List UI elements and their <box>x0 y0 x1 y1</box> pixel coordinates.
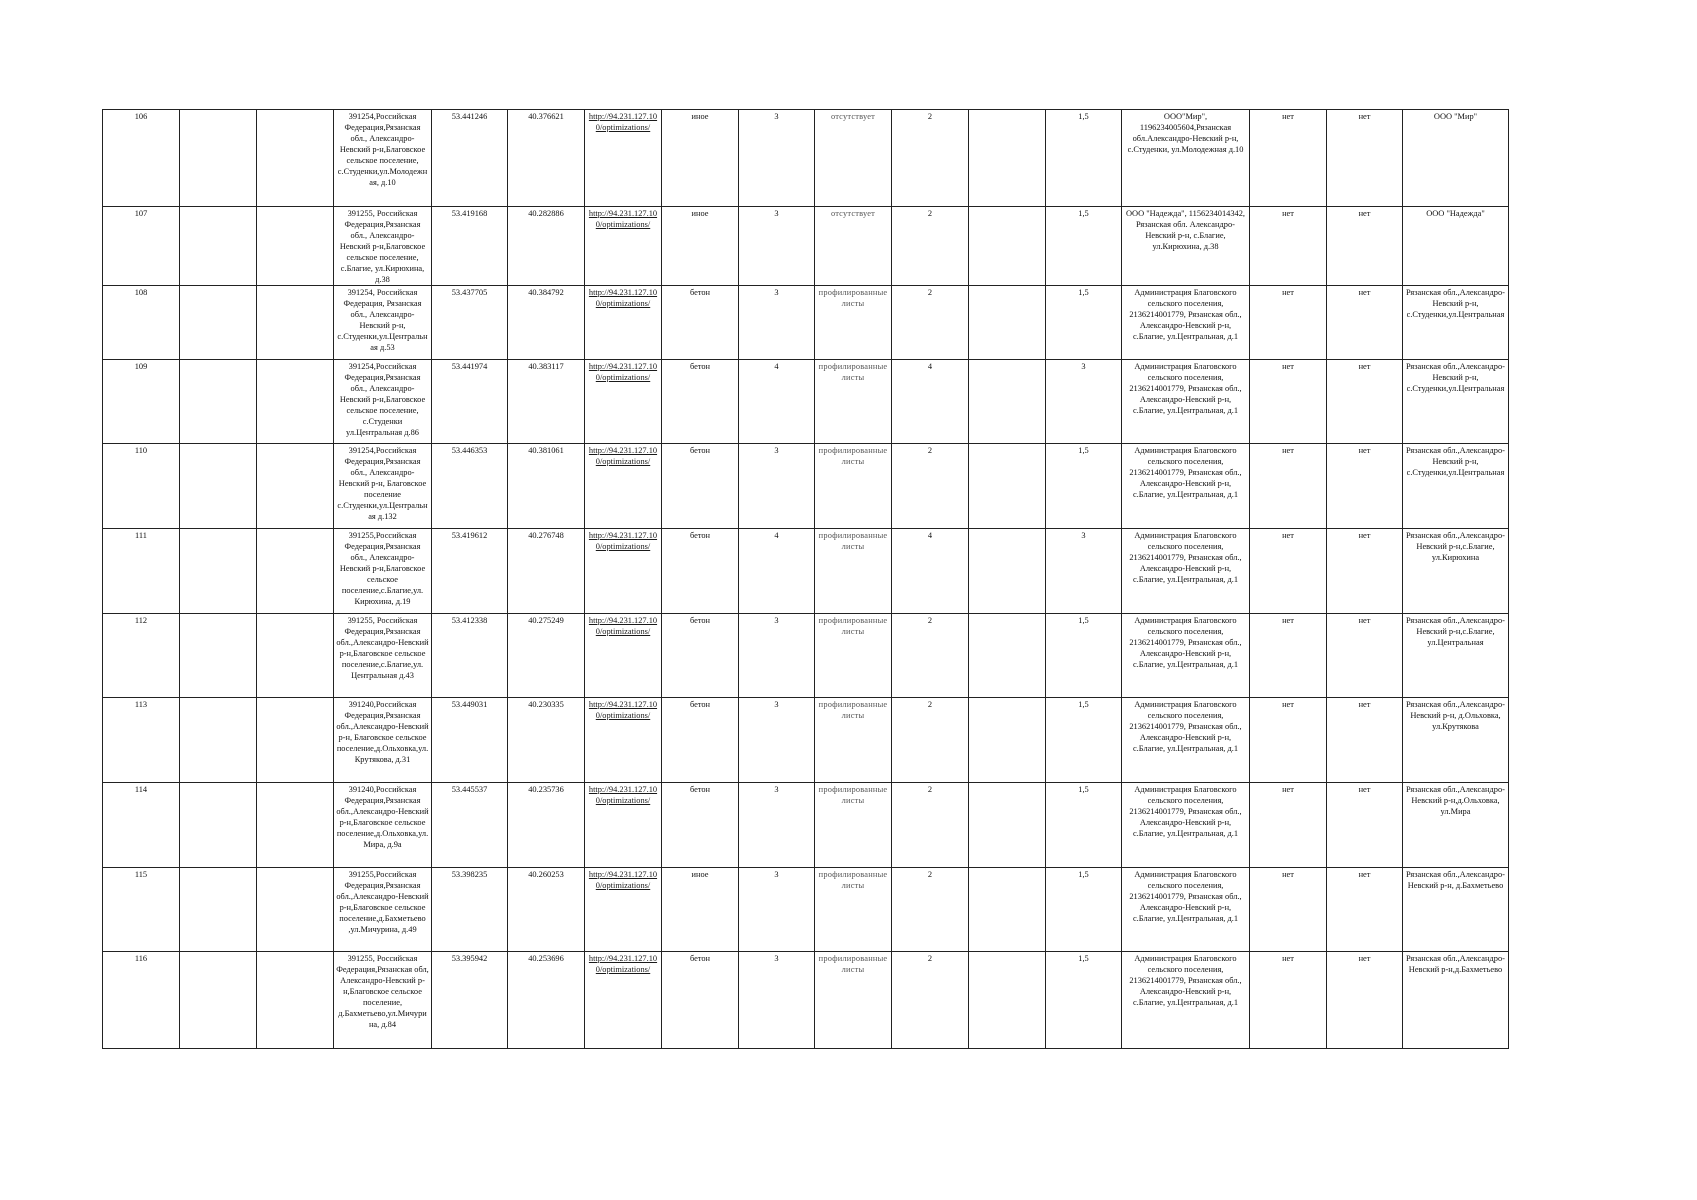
cell-cover: отсутствует <box>815 207 892 286</box>
cell-empty <box>180 529 257 614</box>
cell-num: 107 <box>103 207 180 286</box>
table-row <box>103 110 1509 207</box>
cell-surface: бетон <box>662 698 739 783</box>
cell-address: 391254,Российская Федерация,Рязанская обл., Александро-Невский р-н,Благовское сельское поселение, с.Студенки ул.Центральная д.86 <box>334 360 432 444</box>
cell-empty <box>257 614 334 698</box>
cell-no1: нет <box>1250 529 1327 614</box>
cell-empty <box>257 952 334 1049</box>
cell-v1: 3 <box>739 110 815 207</box>
cell-lon: 40.260253 <box>508 868 585 952</box>
cell-v3: 1,5 <box>1046 952 1122 1049</box>
cell-empty <box>257 110 334 207</box>
cell-owner: ООО"Мир", 1196234005604,Рязанская обл.Александро-Невский р-н, с.Студенки, ул.Молодежная д.10 <box>1122 110 1250 207</box>
cell-no2: нет <box>1327 868 1403 952</box>
cell-empty <box>257 444 334 529</box>
cell-surface: бетон <box>662 783 739 868</box>
table-row <box>103 529 1509 614</box>
cell-lat: 53.449031 <box>432 698 508 783</box>
cell-lon: 40.381061 <box>508 444 585 529</box>
cell-no2: нет <box>1327 110 1403 207</box>
cell-v1: 4 <box>739 360 815 444</box>
cell-cover: профилированные листы <box>815 444 892 529</box>
cell-link[interactable]: http://94.231.127.100/optimizations/ <box>585 952 662 1049</box>
cell-source: Рязанская обл.,Александро-Невский р-н, с.Студенки,ул.Центральная <box>1403 286 1509 360</box>
cell-empty <box>180 868 257 952</box>
cell-empty <box>180 698 257 783</box>
table-row <box>103 207 1509 286</box>
cell-link[interactable]: http://94.231.127.100/optimizations/ <box>585 444 662 529</box>
cell-empty <box>180 783 257 868</box>
cell-num: 116 <box>103 952 180 1049</box>
cell-no1: нет <box>1250 952 1327 1049</box>
cell-source: Рязанская обл.,Александро-Невский р-н,д.Бахметьево <box>1403 952 1509 1049</box>
cell-v1: 3 <box>739 444 815 529</box>
cell-v2: 2 <box>892 207 969 286</box>
cell-lon: 40.383117 <box>508 360 585 444</box>
cell-address: 391254,Российская Федерация,Рязанская обл., Александро-Невский р-н,Благовское сельское поселение, с.Студенки,ул.Молодежная, д.10 <box>334 110 432 207</box>
cell-lon: 40.235736 <box>508 783 585 868</box>
cell-lat: 53.398235 <box>432 868 508 952</box>
cell-surface: бетон <box>662 952 739 1049</box>
cell-surface: иное <box>662 868 739 952</box>
cell-source: Рязанская обл.,Александро-Невский р-н, д.Бахметьево <box>1403 868 1509 952</box>
table-row <box>103 698 1509 783</box>
cell-v2: 2 <box>892 868 969 952</box>
cell-owner: Администрация Благовского сельского поселения, 2136214001779, Рязанская обл., Александро-Невский р-н, с.Благие, ул.Центральная, д.1 <box>1122 360 1250 444</box>
cell-v3: 1,5 <box>1046 698 1122 783</box>
cell-v1: 4 <box>739 529 815 614</box>
cell-no2: нет <box>1327 952 1403 1049</box>
cell-owner: Администрация Благовского сельского поселения, 2136214001779, Рязанская обл., Александро-Невский р-н, с.Благие, ул.Центральная, д.1 <box>1122 783 1250 868</box>
cell-empty <box>969 529 1046 614</box>
cell-lat: 53.419168 <box>432 207 508 286</box>
cell-num: 114 <box>103 783 180 868</box>
cell-num: 113 <box>103 698 180 783</box>
cell-link[interactable]: http://94.231.127.100/optimizations/ <box>585 110 662 207</box>
table-row <box>103 444 1509 529</box>
cell-empty <box>180 207 257 286</box>
cell-no2: нет <box>1327 207 1403 286</box>
cell-num: 109 <box>103 360 180 444</box>
cell-owner: Администрация Благовского сельского поселения, 2136214001779, Рязанская обл., Александро-Невский р-н, с.Благие, ул.Центральная, д.1 <box>1122 614 1250 698</box>
cell-no2: нет <box>1327 360 1403 444</box>
cell-surface: бетон <box>662 360 739 444</box>
cell-empty <box>257 529 334 614</box>
cell-empty <box>180 952 257 1049</box>
cell-cover: профилированные листы <box>815 783 892 868</box>
cell-link[interactable]: http://94.231.127.100/optimizations/ <box>585 529 662 614</box>
table-row <box>103 783 1509 868</box>
cell-address: 391255, Российская Федерация,Рязанская обл, Александро-Невский р-н,Благовское сельское поселение, д.Бахметьево,ул.Мичурина, д.84 <box>334 952 432 1049</box>
cell-link[interactable]: http://94.231.127.100/optimizations/ <box>585 286 662 360</box>
cell-no1: нет <box>1250 868 1327 952</box>
cell-no2: нет <box>1327 529 1403 614</box>
cell-cover: профилированные листы <box>815 360 892 444</box>
cell-address: 391254, Российская Федерация, Рязанская обл., Александро-Невский р-н, с.Студенки,ул.Центральная д.53 <box>334 286 432 360</box>
cell-empty <box>257 783 334 868</box>
cell-empty <box>257 698 334 783</box>
cell-v1: 3 <box>739 286 815 360</box>
cell-no2: нет <box>1327 444 1403 529</box>
cell-lon: 40.282886 <box>508 207 585 286</box>
cell-link[interactable]: http://94.231.127.100/optimizations/ <box>585 783 662 868</box>
cell-owner: Администрация Благовского сельского поселения, 2136214001779, Рязанская обл., Александро-Невский р-н, с.Благие, ул.Центральная, д.1 <box>1122 868 1250 952</box>
cell-source: ООО "Мир" <box>1403 110 1509 207</box>
cell-v2: 2 <box>892 110 969 207</box>
cell-no2: нет <box>1327 286 1403 360</box>
cell-empty <box>180 360 257 444</box>
cell-no1: нет <box>1250 698 1327 783</box>
cell-lat: 53.437705 <box>432 286 508 360</box>
cell-empty <box>257 868 334 952</box>
cell-v3: 3 <box>1046 360 1122 444</box>
cell-cover: профилированные листы <box>815 614 892 698</box>
cell-v2: 2 <box>892 783 969 868</box>
cell-source: Рязанская обл.,Александро-Невский р-н,с.Благие, ул.Кирюхина <box>1403 529 1509 614</box>
cell-owner: ООО "Надежда", 1156234014342, Рязанская обл. Александро-Невский р-н, с.Благие, ул.Кирюхина, д.38 <box>1122 207 1250 286</box>
cell-no2: нет <box>1327 698 1403 783</box>
table-row <box>103 952 1509 1049</box>
cell-v1: 3 <box>739 868 815 952</box>
cell-link[interactable]: http://94.231.127.100/optimizations/ <box>585 614 662 698</box>
cell-no1: нет <box>1250 444 1327 529</box>
cell-lon: 40.376621 <box>508 110 585 207</box>
cell-v2: 2 <box>892 698 969 783</box>
cell-owner: Администрация Благовского сельского поселения, 2136214001779, Рязанская обл., Александро-Невский р-н, с.Благие, ул.Центральная, д.1 <box>1122 698 1250 783</box>
cell-no1: нет <box>1250 360 1327 444</box>
cell-v1: 3 <box>739 614 815 698</box>
cell-v2: 2 <box>892 952 969 1049</box>
cell-address: 391255, Российская Федерация,Рязанская обл., Александро-Невский р-н,Благовское сельское поселение, с.Благие, ул.Кирюхина, д.38 <box>334 207 432 286</box>
cell-empty <box>180 110 257 207</box>
cell-cover: профилированные листы <box>815 952 892 1049</box>
cell-link[interactable]: http://94.231.127.100/optimizations/ <box>585 207 662 286</box>
cell-surface: бетон <box>662 529 739 614</box>
cell-empty <box>257 207 334 286</box>
cell-surface: бетон <box>662 614 739 698</box>
cell-num: 110 <box>103 444 180 529</box>
cell-v1: 3 <box>739 952 815 1049</box>
cell-address: 391255, Российская Федерация,Рязанская обл.,Александро-Невский р-н,Благовское сельское поселение,с.Благие,ул. Центральная д.43 <box>334 614 432 698</box>
cell-cover: профилированные листы <box>815 698 892 783</box>
cell-cover: профилированные листы <box>815 868 892 952</box>
cell-lat: 53.445537 <box>432 783 508 868</box>
cell-cover: профилированные листы <box>815 529 892 614</box>
cell-cover: отсутствует <box>815 110 892 207</box>
cell-v1: 3 <box>739 698 815 783</box>
cell-empty <box>180 286 257 360</box>
cell-address: 391240,Российская Федерация,Рязанская обл.,Александро-Невский р-н, Благовское сельское поселение,д.Ольховка,ул.Крутякова, д.31 <box>334 698 432 783</box>
cell-v2: 4 <box>892 529 969 614</box>
cell-surface: иное <box>662 207 739 286</box>
table-row <box>103 286 1509 360</box>
cell-lon: 40.384792 <box>508 286 585 360</box>
cell-no2: нет <box>1327 614 1403 698</box>
cell-no1: нет <box>1250 783 1327 868</box>
cell-link[interactable]: http://94.231.127.100/optimizations/ <box>585 868 662 952</box>
table-row <box>103 868 1509 952</box>
cell-surface: бетон <box>662 286 739 360</box>
cell-empty <box>969 952 1046 1049</box>
cell-num: 111 <box>103 529 180 614</box>
cell-v1: 3 <box>739 207 815 286</box>
cell-lat: 53.412338 <box>432 614 508 698</box>
cell-source: Рязанская обл.,Александро-Невский р-н, с.Студенки,ул.Центральная <box>1403 360 1509 444</box>
cell-empty <box>969 614 1046 698</box>
cell-source: Рязанская обл.,Александро-Невский р-н, с.Студенки,ул.Центральная <box>1403 444 1509 529</box>
cell-empty <box>257 360 334 444</box>
cell-source: ООО "Надежда" <box>1403 207 1509 286</box>
cell-lat: 53.419612 <box>432 529 508 614</box>
cell-source: Рязанская обл.,Александро-Невский р-н, д.Ольховка, ул.Крутякова <box>1403 698 1509 783</box>
cell-source: Рязанская обл.,Александро-Невский р-н,с.Благие, ул.Центральная <box>1403 614 1509 698</box>
registry-table <box>102 109 1509 1049</box>
cell-empty <box>969 444 1046 529</box>
cell-num: 112 <box>103 614 180 698</box>
table-row <box>103 360 1509 444</box>
cell-address: 391255,Российская Федерация,Рязанская обл.,Александро-Невский р-н,Благовское сельское поселение,д.Бахметьево ,ул.Мичурина, д.49 <box>334 868 432 952</box>
cell-num: 106 <box>103 110 180 207</box>
cell-lat: 53.441974 <box>432 360 508 444</box>
cell-empty <box>969 783 1046 868</box>
cell-address: 391255,Российская Федерация,Рязанская обл., Александро-Невский р-н,Благовское сельское поселение,с.Благие,ул. Кирюхина, д.19 <box>334 529 432 614</box>
cell-v3: 1,5 <box>1046 286 1122 360</box>
cell-v3: 1,5 <box>1046 207 1122 286</box>
cell-empty <box>969 207 1046 286</box>
cell-v2: 2 <box>892 444 969 529</box>
cell-no1: нет <box>1250 110 1327 207</box>
cell-cover: профилированные листы <box>815 286 892 360</box>
cell-v3: 1,5 <box>1046 868 1122 952</box>
cell-no1: нет <box>1250 286 1327 360</box>
cell-owner: Администрация Благовского сельского поселения, 2136214001779, Рязанская обл., Александро-Невский р-н, с.Благие, ул.Центральная, д.1 <box>1122 286 1250 360</box>
cell-owner: Администрация Благовского сельского поселения, 2136214001779, Рязанская обл., Александро-Невский р-н, с.Благие, ул.Центральная, д.1 <box>1122 952 1250 1049</box>
cell-surface: иное <box>662 110 739 207</box>
cell-lon: 40.253696 <box>508 952 585 1049</box>
cell-lat: 53.446353 <box>432 444 508 529</box>
cell-no2: нет <box>1327 783 1403 868</box>
cell-lat: 53.395942 <box>432 952 508 1049</box>
cell-address: 391240,Российская Федерация,Рязанская обл.,Александро-Невский р-н,Благовское сельское поселение,д.Ольховка,ул.Мира, д.9а <box>334 783 432 868</box>
cell-no1: нет <box>1250 207 1327 286</box>
cell-empty <box>180 444 257 529</box>
cell-empty <box>969 698 1046 783</box>
cell-v3: 1,5 <box>1046 783 1122 868</box>
cell-link[interactable]: http://94.231.127.100/optimizations/ <box>585 698 662 783</box>
cell-num: 108 <box>103 286 180 360</box>
cell-lon: 40.230335 <box>508 698 585 783</box>
cell-v3: 1,5 <box>1046 110 1122 207</box>
cell-owner: Администрация Благовского сельского поселения, 2136214001779, Рязанская обл., Александро-Невский р-н, с.Благие, ул.Центральная, д.1 <box>1122 444 1250 529</box>
cell-v2: 4 <box>892 360 969 444</box>
cell-empty <box>969 110 1046 207</box>
cell-source: Рязанская обл.,Александро-Невский р-н,д.Ольховка, ул.Мира <box>1403 783 1509 868</box>
cell-empty <box>969 868 1046 952</box>
cell-v3: 1,5 <box>1046 444 1122 529</box>
cell-link[interactable]: http://94.231.127.100/optimizations/ <box>585 360 662 444</box>
cell-owner: Администрация Благовского сельского поселения, 2136214001779, Рязанская обл., Александро-Невский р-н, с.Благие, ул.Центральная, д.1 <box>1122 529 1250 614</box>
cell-lon: 40.276748 <box>508 529 585 614</box>
cell-num: 115 <box>103 868 180 952</box>
cell-empty <box>969 360 1046 444</box>
cell-empty <box>257 286 334 360</box>
cell-v2: 2 <box>892 286 969 360</box>
cell-address: 391254,Российская Федерация,Рязанская обл., Александро-Невский р-н, Благовское поселение с.Студенки,ул.Центральная д.132 <box>334 444 432 529</box>
cell-v2: 2 <box>892 614 969 698</box>
cell-lat: 53.441246 <box>432 110 508 207</box>
table-row <box>103 614 1509 698</box>
cell-v3: 3 <box>1046 529 1122 614</box>
cell-empty <box>969 286 1046 360</box>
cell-v1: 3 <box>739 783 815 868</box>
cell-no1: нет <box>1250 614 1327 698</box>
cell-lon: 40.275249 <box>508 614 585 698</box>
cell-v3: 1,5 <box>1046 614 1122 698</box>
cell-empty <box>180 614 257 698</box>
cell-surface: бетон <box>662 444 739 529</box>
